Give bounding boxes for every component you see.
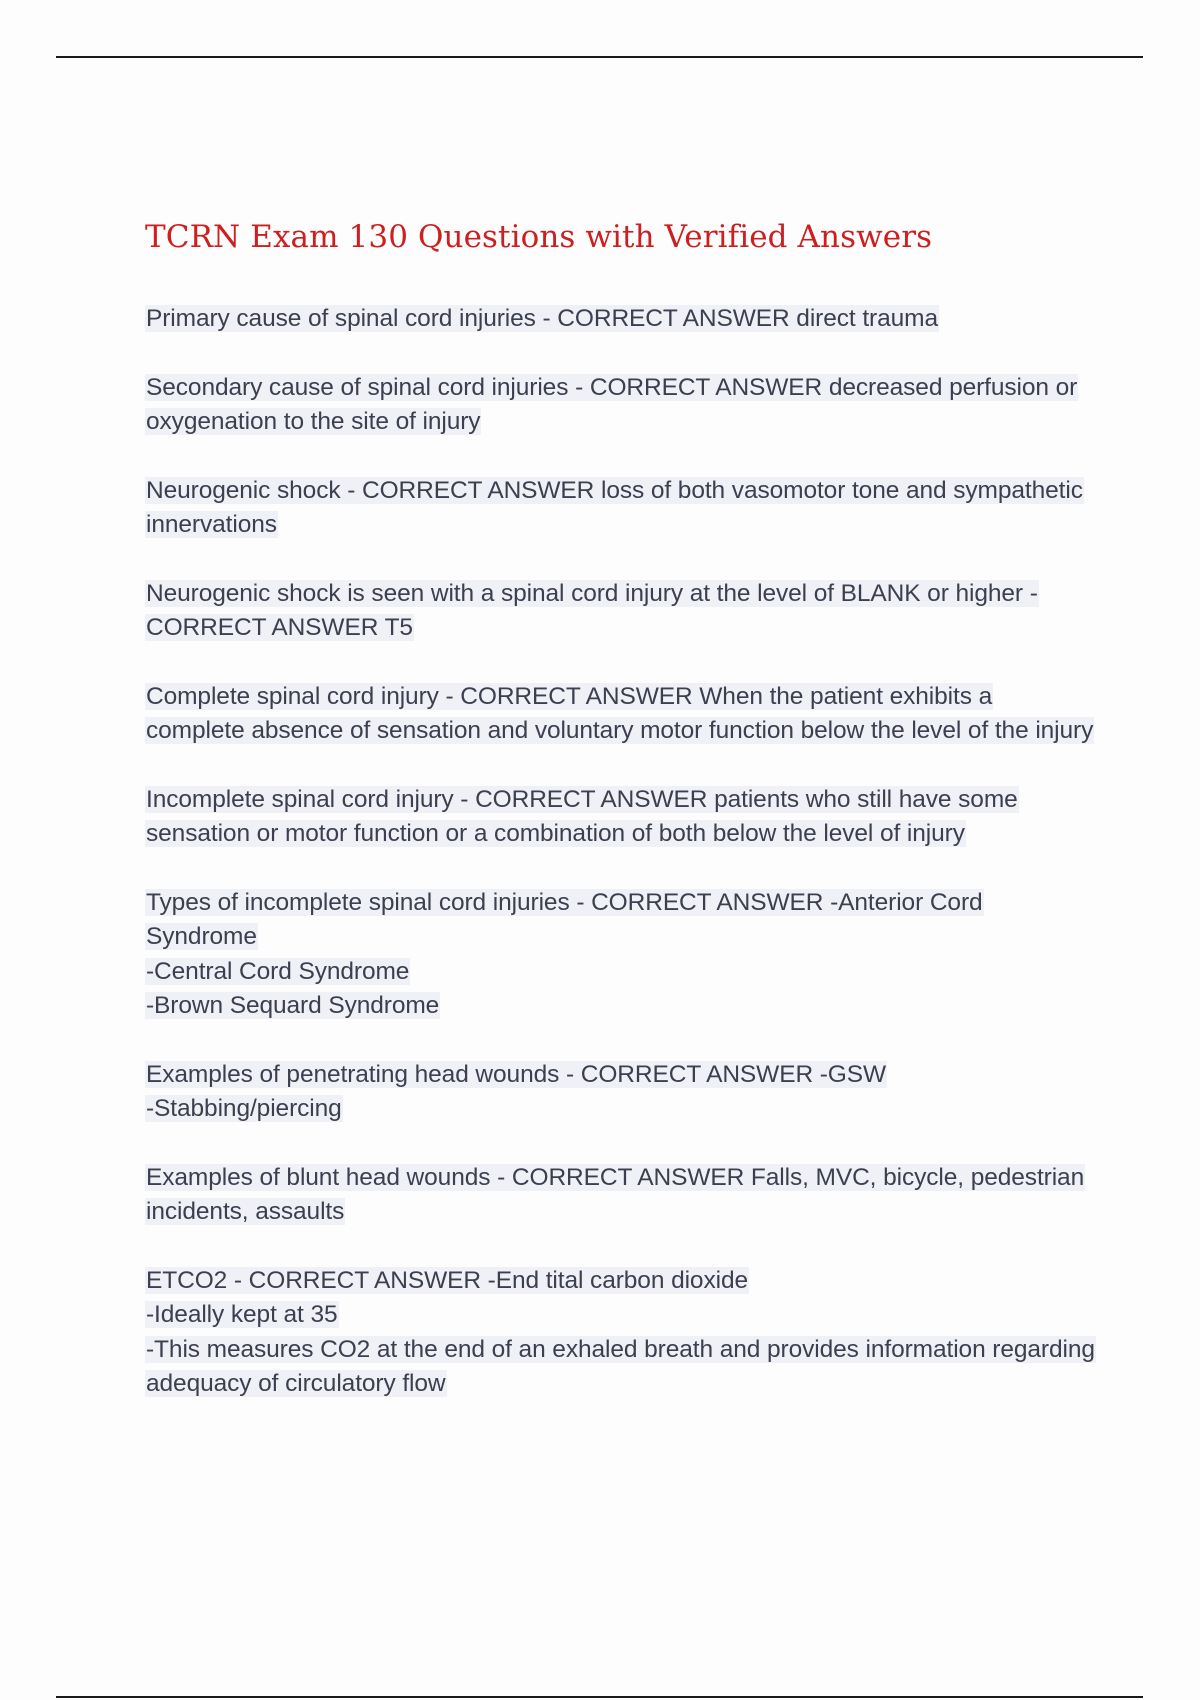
question-text: Neurogenic shock is seen with a spinal cord injury at the level of BLANK or higher <box>146 579 1023 607</box>
question-text: Primary cause of spinal cord injuries <box>146 305 536 332</box>
question-text: Neurogenic shock <box>146 476 341 504</box>
answer-separator: - CORRECT ANSWER <box>453 785 715 813</box>
answer-separator: - CORRECT ANSWER <box>535 305 797 332</box>
qa-item <box>145 1161 1095 1230</box>
question-text: Complete spinal cord injury <box>146 682 439 710</box>
answer-text: -GSW <box>819 1060 887 1088</box>
document-body <box>145 210 1095 1436</box>
question-text: ETCO2 <box>146 1266 228 1294</box>
answer-text: When the patient exhibits a complete absence of sensation and voluntary motor function below the level of the injury <box>146 682 1094 744</box>
answer-text: loss of both vasomotor tone and sympathetic innervations <box>146 476 1083 538</box>
answer-separator: - CORRECT ANSWER <box>568 373 829 401</box>
top-rule <box>56 56 1143 58</box>
qa-item <box>145 371 1095 440</box>
answer-separator: - CORRECT ANSWER <box>559 1060 820 1088</box>
qa-item <box>145 886 1095 1024</box>
qa-item <box>145 680 1095 749</box>
answer-line: -Stabbing/piercing <box>146 1095 342 1122</box>
answer-separator: - CORRECT ANSWER <box>569 888 831 916</box>
question-text: Types of incomplete spinal cord injuries <box>146 888 570 916</box>
answer-text: direct trauma <box>796 305 938 332</box>
question-text: Incomplete spinal cord injury <box>146 785 454 813</box>
answer-text: decreased perfusion or oxygenation to the site of injury <box>146 373 1078 435</box>
answer-line: -This measures CO2 at the end of an exhaled breath and provides information regarding adequacy of circulatory flow <box>146 1335 1095 1397</box>
document-title: TCRN Exam 130 Questions with Verified Answers <box>145 219 933 255</box>
qa-item <box>145 577 1095 646</box>
answer-separator: - CORRECT ANSWER <box>340 476 601 504</box>
answer-text: patients who still have some sensation or motor function or a combination of both below the level of injury <box>146 785 1018 847</box>
answer-separator: - CORRECT ANSWER <box>227 1266 488 1294</box>
qa-item <box>145 302 1095 337</box>
qa-item <box>145 1058 1095 1127</box>
question-text: Examples of penetrating head wounds <box>146 1060 560 1088</box>
answer-separator: - CORRECT ANSWER <box>490 1163 751 1191</box>
answer-text: Falls, MVC, bicycle, pedestrian incidents, assaults <box>146 1163 1085 1225</box>
bottom-rule <box>56 1696 1143 1698</box>
answer-line: -Central Cord Syndrome <box>146 957 410 985</box>
answer-text: -End tital carbon dioxide <box>487 1266 749 1294</box>
answer-separator: - CORRECT ANSWER <box>438 682 700 710</box>
qa-item <box>145 1264 1095 1402</box>
answer-line: -Ideally kept at 35 <box>146 1301 338 1328</box>
qa-item <box>145 474 1095 543</box>
question-text: Examples of blunt head wounds <box>146 1163 491 1191</box>
question-text: Secondary cause of spinal cord injuries <box>146 373 569 401</box>
answer-text: -Anterior Cord Syndrome <box>146 888 983 950</box>
qa-item <box>145 783 1095 852</box>
answer-separator: - CORRECT ANSWER <box>146 579 1038 641</box>
answer-line: -Brown Sequard Syndrome <box>146 992 440 1019</box>
answer-text: T5 <box>384 614 413 641</box>
